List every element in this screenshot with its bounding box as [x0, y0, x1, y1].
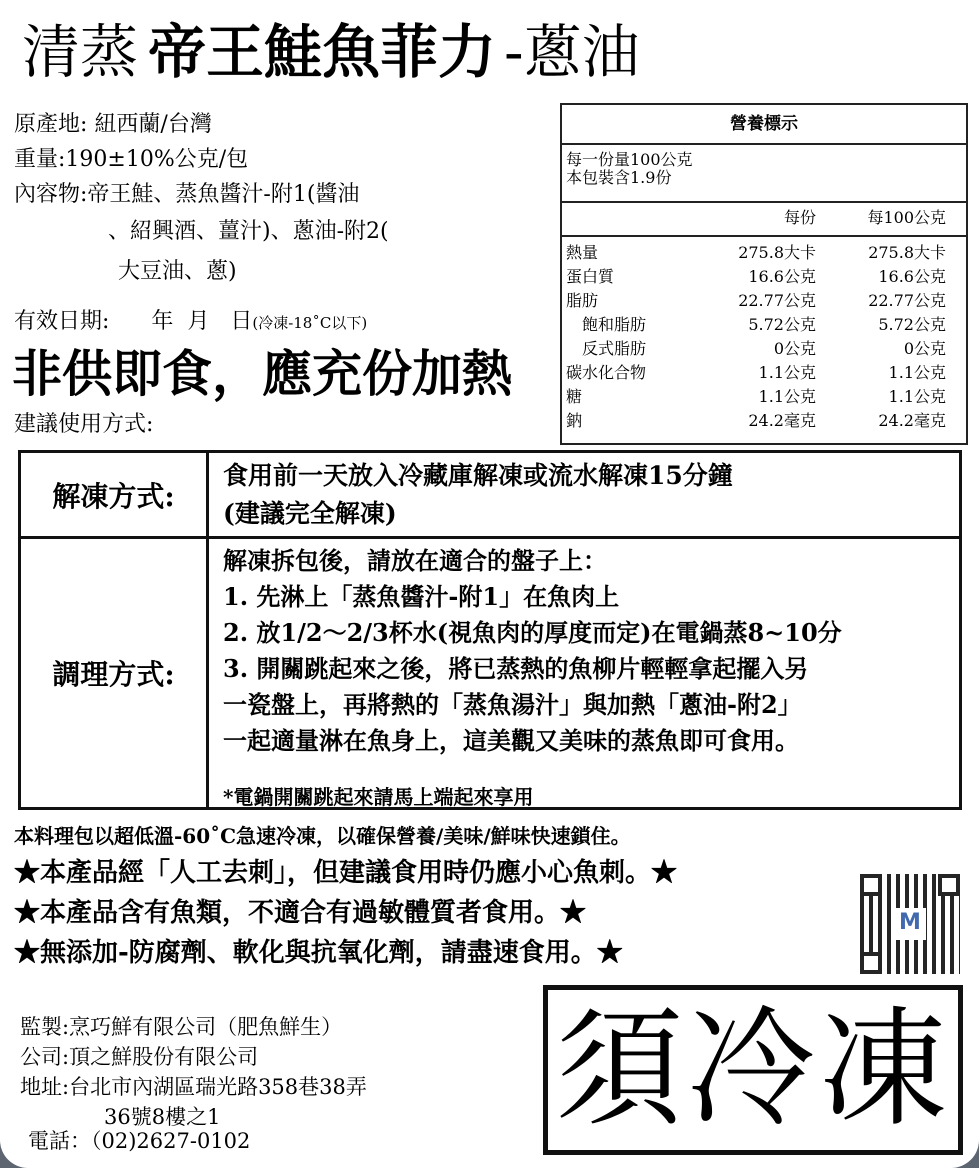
nutrition-per: 0公克 — [773, 339, 816, 358]
nutrition-per: 275.8大卡 — [738, 243, 816, 262]
contents-line-1: 內容物:帝王鮭、蒸魚醬汁-附1(醬油 — [14, 182, 360, 207]
phone: 電話：（02)2627-0102 — [28, 1129, 251, 1153]
qr-code[interactable] — [860, 874, 960, 974]
address-line-2: 36號8樓之1 — [104, 1105, 221, 1129]
servings-per-package: 本包裝含1.9份 — [566, 167, 672, 187]
title-suffix: -蔥油 — [504, 18, 640, 86]
allergy-note: ★本產品含有魚類，不適合有過敏體質者食用。★ — [14, 898, 587, 928]
origin: 原產地: 紐西蘭/台灣 — [14, 112, 212, 137]
title-prefix: 清蒸 — [22, 18, 139, 86]
nutrition-per100: 0公克 — [903, 339, 946, 358]
thaw-line-1: 食用前一天放入冷藏庫解凍或流水解凍15分鐘 — [223, 461, 733, 490]
nutrition-name: 碳水化合物 — [566, 363, 647, 382]
serving-size: 每一份量100公克 — [566, 150, 693, 169]
additives-note: ★無添加-防腐劑、軟化與抗氧化劑，請盡速食用。★ — [14, 938, 623, 968]
usage-label: 建議使用方式: — [14, 412, 154, 437]
cook-step: 3. 開關跳起來之後，將已蒸熱的魚柳片輕輕拿起擺入另 — [223, 654, 809, 683]
cook-lines — [223, 543, 959, 759]
cook-step: 一起適量淋在魚身上，這美觀又美味的蒸魚即可食用。 — [223, 726, 799, 755]
qr-finder — [860, 874, 882, 896]
supervisor: 監製:烹巧鮮有限公司（肥魚鮮生） — [20, 1015, 343, 1039]
keep-frozen-stamp: 須冷凍 — [543, 985, 963, 1155]
title-main: 帝王鮭魚菲力 — [148, 18, 497, 86]
address-line-1: 地址:台北市內湖區瑞光路358巷38弄 — [20, 1075, 367, 1099]
nutrition-per100: 1.1公克 — [888, 387, 946, 406]
thaw-label: 解凍方式: — [21, 453, 209, 539]
nutrition-per100: 22.77公克 — [868, 291, 946, 310]
cook-step: 1. 先淋上「蒸魚醬汁-附1」在魚肉上 — [223, 582, 620, 611]
nutrition-per100: 275.8大卡 — [868, 243, 946, 262]
nutrition-row — [566, 265, 962, 289]
nutrition-per: 1.1公克 — [758, 387, 816, 406]
heating-warning: 非供即食，應充份加熱 — [12, 344, 512, 403]
expiry-date — [14, 305, 367, 340]
nutrition-title: 營養標示 — [562, 105, 966, 145]
nutrition-row — [566, 409, 962, 433]
nutrition-rows — [562, 237, 966, 437]
nutrition-row — [566, 289, 962, 313]
product-title — [22, 12, 640, 92]
header-blank — [566, 209, 698, 233]
nutrition-per100: 1.1公克 — [888, 363, 946, 382]
cook-label: 調理方式: — [21, 539, 209, 807]
nutrition-name: 飽和脂肪 — [566, 315, 647, 334]
nutrition-name: 熱量 — [566, 243, 599, 262]
nutrition-facts-table — [560, 103, 968, 445]
nutrition-name: 鈉 — [566, 411, 583, 430]
header-per-serving: 每份 — [783, 208, 816, 227]
cook-step: 一瓷盤上，再將熱的「蒸魚湯汁」與加熱「蔥油-附2」 — [223, 690, 802, 719]
nutrition-per: 22.77公克 — [738, 291, 816, 310]
brand-logo-icon: M — [894, 908, 926, 940]
cook-step: 2. 放1/2～2/3杯水(視魚肉的厚度而定)在電鍋蒸8~10分 — [223, 618, 842, 647]
expiry-label: 有效日期: 年 月 日 — [14, 309, 253, 334]
header-per-100g: 每100公克 — [867, 208, 946, 227]
nutrition-per: 1.1公克 — [758, 363, 816, 382]
nutrition-name: 脂肪 — [566, 291, 599, 310]
nutrition-per100: 24.2毫克 — [878, 411, 946, 430]
nutrition-row — [566, 241, 962, 265]
contents-line-3: 大豆油、蔥) — [118, 259, 237, 284]
serving-info — [562, 145, 966, 203]
company-name: 公司:頂之鮮股份有限公司 — [20, 1045, 259, 1069]
cook-text — [209, 539, 959, 807]
nutrition-row — [566, 385, 962, 409]
bones-note: ★本產品經「人工去刺」，但建議食用時仍應小心魚刺。★ — [14, 858, 678, 888]
nutrition-row — [566, 337, 962, 361]
instructions-table — [18, 450, 962, 810]
weight: 重量:190±10%公克/包 — [14, 147, 249, 172]
nutrition-name: 反式脂肪 — [566, 339, 647, 358]
nutrition-per100: 5.72公克 — [878, 315, 946, 334]
nutrition-per100: 16.6公克 — [878, 267, 946, 286]
cook-note: *電鍋開關跳起來請馬上端起來享用 — [223, 785, 534, 807]
nutrition-name: 蛋白質 — [566, 267, 615, 286]
nutrition-per: 5.72公克 — [748, 315, 816, 334]
contents-line-2: 、紹興酒、薑汁)、蔥油-附2( — [108, 219, 389, 244]
qr-finder — [860, 952, 882, 974]
thaw-text — [209, 453, 959, 539]
nutrition-per: 24.2毫克 — [748, 411, 816, 430]
nutrition-row — [566, 361, 962, 385]
cook-step: 解凍拆包後，請放在適合的盤子上： — [223, 546, 607, 575]
expiry-note: (冷凍-18˚C以下) — [252, 314, 368, 332]
nutrition-row — [566, 313, 962, 337]
nutrition-name: 糖 — [566, 387, 583, 406]
qr-finder — [938, 874, 960, 896]
freeze-note: 本料理包以超低溫-60˚C急速冷凍，以確保營養/美味/鮮味快速鎖住。 — [14, 824, 631, 848]
nutrition-per: 16.6公克 — [748, 267, 816, 286]
thaw-line-2: (建議完全解凍) — [223, 499, 397, 528]
nutrition-header — [562, 203, 966, 237]
